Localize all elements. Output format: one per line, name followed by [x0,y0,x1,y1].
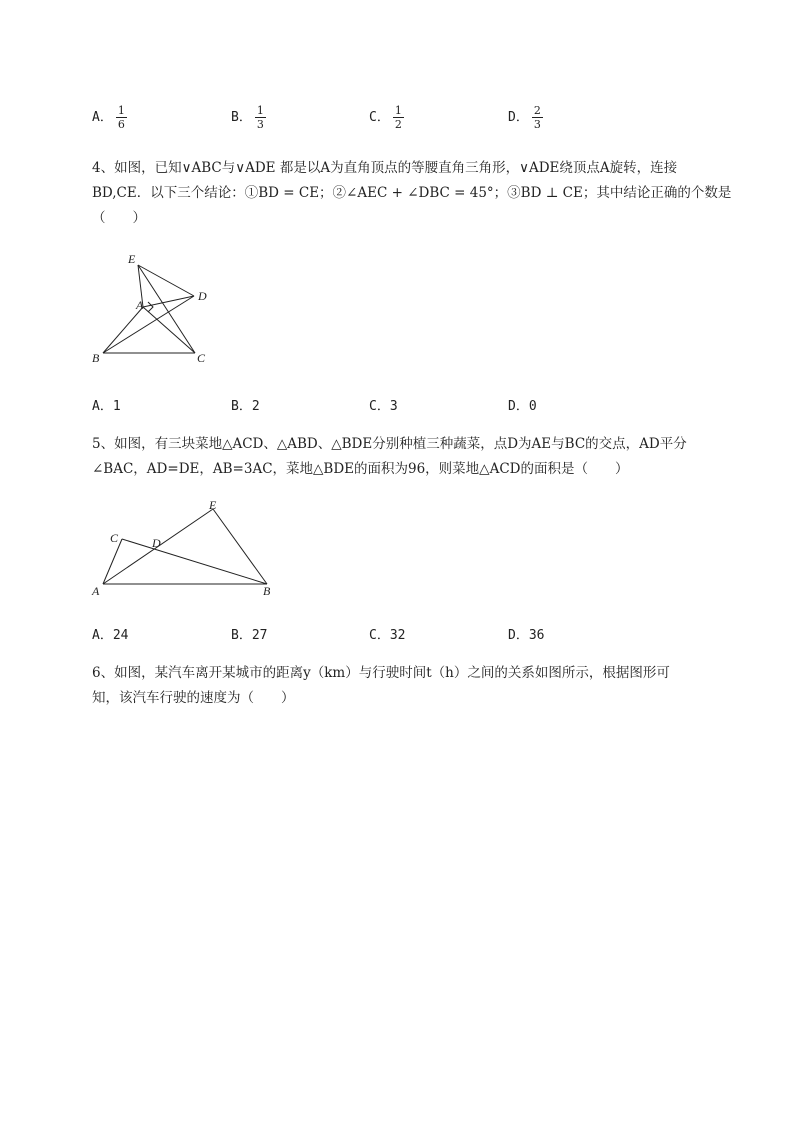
fraction [116,104,127,131]
point-label-d: D [152,536,161,550]
q5-figure [85,495,285,605]
q5-option-a[interactable]: A．24 [92,628,129,643]
point-label-b: B [263,584,271,598]
q5-line-1: 5、如图，有三块菜地△ACD、△ABD、△BDE分别种植三种蔬菜，点D为AE与BC的交点，AD平分 [92,436,687,452]
right-angle-mark [148,302,153,312]
q4-option-c[interactable]: C．3 [369,399,398,414]
option-letter: A． [92,110,113,125]
q4-line-3: （ ） [92,210,146,226]
point-label-d: D [198,289,207,303]
q4-option-b[interactable]: B．2 [231,399,260,414]
q6-text [92,661,742,711]
numerator: 1 [117,104,125,117]
q6-line-1: 6、如图，某汽车离开某城市的距离y（km）与行驶时间t（h）之间的关系如图所示，根据图形可 [92,665,670,681]
q6-line-2: 知，该汽车行驶的速度为（ ） [92,690,295,706]
point-label-e: E [209,498,217,512]
option-letter: D． [508,110,529,125]
q5-option-c[interactable]: C．32 [369,628,406,643]
q4-figure [85,250,225,370]
q4-line-2: BD,CE．以下三个结论：①BD = CE；②∠AEC + ∠DBC = 45°；③BD ⊥ CE；其中结论正确的个数是 [92,185,732,201]
denominator: 2 [394,118,402,131]
q3-option-a[interactable] [92,104,127,131]
q5-option-d[interactable]: D．36 [508,628,545,643]
segment-ec [138,265,195,353]
q3-option-b[interactable] [231,104,266,131]
fraction [532,104,543,131]
point-label-e: E [128,252,136,266]
option-letter: C． [369,110,390,125]
point-label-a: A [136,298,144,312]
numerator: 1 [394,104,402,117]
denominator: 3 [533,118,541,131]
q4-option-d[interactable]: D．0 [508,399,537,414]
segment-ab [103,307,143,353]
segment-ac [143,307,195,353]
numerator: 1 [256,104,264,117]
q4-line-1: 4、如图，已知∨ABC与∨ADE 都是以A为直角顶点的等腰直角三角形，∨ADE绕顶点A旋转，连接 [92,160,678,176]
q5-option-b[interactable]: B．27 [231,628,268,643]
numerator: 2 [533,104,541,117]
q3-option-d[interactable] [508,104,543,131]
point-label-a: A [92,584,100,598]
denominator: 6 [117,118,125,131]
point-label-c: C [110,531,119,545]
q4-option-a[interactable]: A．1 [92,399,121,414]
q5-text [92,432,742,482]
segment-ed [138,265,194,296]
q3-option-c[interactable] [369,104,404,131]
point-label-c: C [197,351,206,365]
point-label-b: B [92,351,100,365]
segment-bd [103,296,194,353]
option-letter: B． [231,110,252,125]
q4-text [92,156,742,231]
segment-eb [213,509,267,584]
fraction [393,104,404,131]
fraction [255,104,266,131]
q5-line-2: ∠BAC，AD=DE，AB=3AC，菜地△BDE的面积为96，则菜地△ACD的面积是（ ） [92,461,629,477]
segment-cb [122,539,267,584]
denominator: 3 [256,118,264,131]
